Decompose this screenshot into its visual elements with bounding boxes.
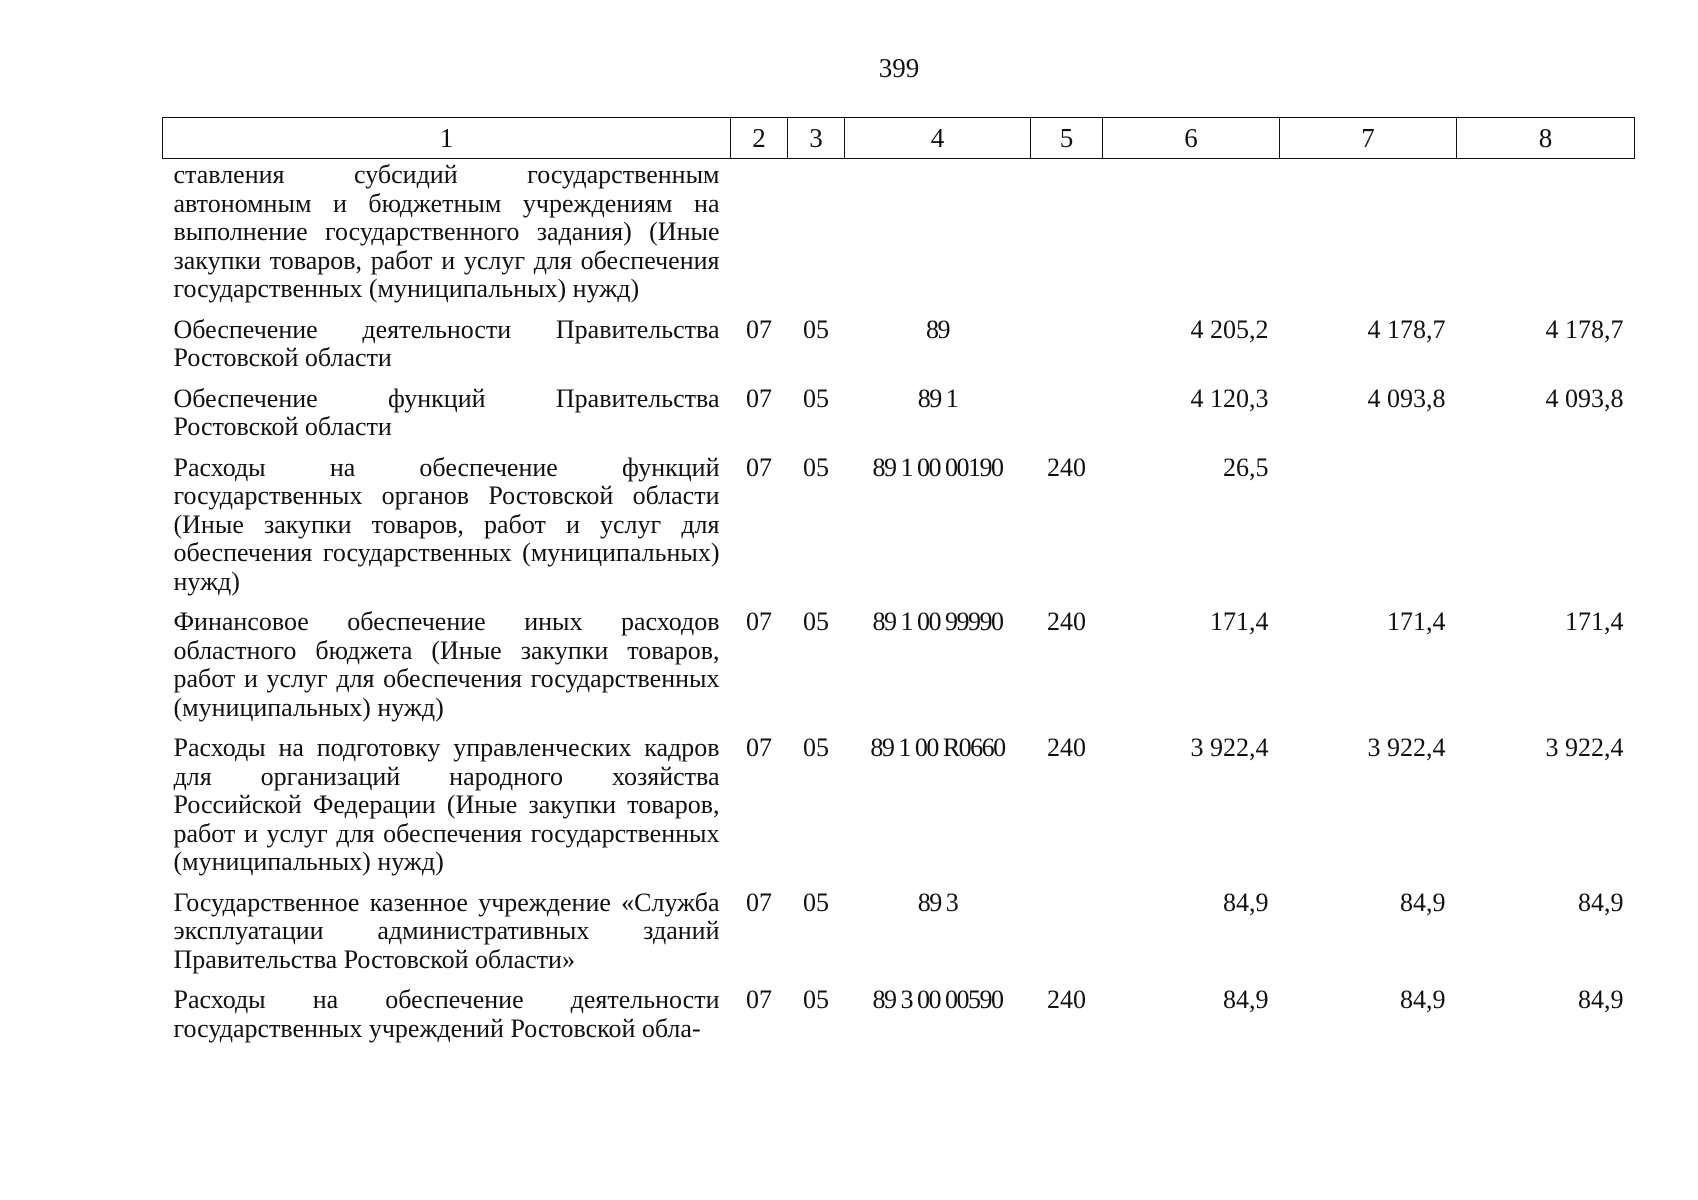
row-section-code: 07 [746, 383, 772, 413]
column-header-6: 6 [1103, 118, 1280, 159]
row-name: Финансовое обеспечение иных расходов областного бюджета (Иные закупки товаров, работ и услуг для обеспечения государственных (муниципальных) нужд) [173, 607, 720, 722]
row-section-code: 07 [746, 887, 772, 917]
row-name: Расходы на обеспечение функций государственных органов Ростовской области (Иные закупки товаров, работ и услуг для обеспечения государственных (муниципальных) нужд) [173, 452, 720, 596]
row-expense-type [1031, 316, 1103, 385]
page-number: 399 [878, 53, 920, 83]
row-expense-type: 240 [1047, 452, 1086, 482]
row-subsection-code [788, 159, 845, 316]
row-section-code: 07 [746, 452, 772, 482]
table-row [163, 454, 1635, 609]
column-header-8: 8 [1457, 118, 1635, 159]
row-value-col7: 3 922,4 [1367, 733, 1446, 762]
row-expense-type [1031, 159, 1103, 316]
row-expense-type: 240 [1047, 733, 1086, 762]
column-header-7: 7 [1280, 118, 1457, 159]
row-subsection-code: 05 [803, 607, 829, 636]
column-header-3: 3 [788, 118, 845, 159]
row-subsection-code: 05 [803, 733, 829, 762]
row-target-article: 89 1 00 99990 [872, 607, 1003, 636]
row-subsection-code: 05 [803, 985, 829, 1014]
row-value-col8: 84,9 [1578, 887, 1624, 917]
row-value-col7 [1280, 454, 1457, 609]
row-name: Расходы на обеспечение деятельности государственных учреждений Ростовской обла- [173, 985, 720, 1043]
budget-table [162, 117, 1635, 1055]
row-value-col6 [1103, 159, 1280, 316]
row-value-col6: 84,9 [1223, 887, 1269, 917]
row-value-col8 [1457, 159, 1635, 316]
row-expense-type [1031, 385, 1103, 454]
row-section-code: 07 [746, 733, 772, 762]
row-value-col7: 84,9 [1400, 887, 1446, 917]
row-subsection-code: 05 [803, 383, 829, 413]
column-header-1: 1 [163, 118, 731, 159]
row-name: ставления субсидий государственным автономным и бюджетным учреждениям на выполнение государственного задания) (Иные закупки товаров, работ и услуг для обеспечения государственных (муниципальных) нужд) [173, 160, 720, 303]
row-target-article: 89 [926, 314, 949, 344]
row-section-code: 07 [746, 607, 772, 636]
row-name: Обеспечение функций Правительства Ростовской области [173, 383, 720, 441]
table-row [163, 986, 1635, 1055]
column-header-4: 4 [845, 118, 1031, 159]
row-value-col6: 3 922,4 [1190, 733, 1269, 762]
row-value-col8 [1457, 454, 1635, 609]
row-name: Обеспечение деятельности Правительства Ростовской области [173, 314, 720, 372]
row-value-col8: 4 093,8 [1545, 383, 1624, 413]
row-value-col7: 84,9 [1400, 985, 1446, 1014]
row-name: Расходы на подготовку управленческих кадров для организаций народного хозяйства Российской Федерации (Иные закупки товаров, работ и услуг для обеспечения государственных (муниципальных) нужд) [173, 733, 720, 876]
row-target-article: 89 1 [917, 383, 958, 413]
row-value-col7: 4 178,7 [1367, 314, 1446, 344]
table-row [163, 159, 1635, 316]
row-target-article: 89 3 00 00590 [872, 985, 1003, 1014]
row-subsection-code: 05 [803, 887, 829, 917]
table-row [163, 734, 1635, 889]
row-subsection-code: 05 [803, 314, 829, 344]
row-subsection-code: 05 [803, 452, 829, 482]
header-row [163, 118, 1635, 159]
row-value-col6: 171,4 [1210, 607, 1269, 636]
row-value-col7 [1280, 159, 1457, 316]
row-section-code: 07 [746, 314, 772, 344]
table-row [163, 385, 1635, 454]
row-section-code: 07 [746, 985, 772, 1014]
row-name: Государственное казенное учреждение «Служба эксплуатации административных зданий Правительства Ростовской области» [173, 887, 720, 974]
row-section-code [731, 159, 788, 316]
column-header-5: 5 [1031, 118, 1103, 159]
row-expense-type [1031, 889, 1103, 987]
row-expense-type: 240 [1047, 607, 1086, 636]
row-value-col8: 3 922,4 [1545, 733, 1624, 762]
row-value-col8: 171,4 [1565, 607, 1624, 636]
row-value-col6: 26,5 [1223, 452, 1269, 482]
row-target-article: 89 3 [917, 887, 958, 917]
row-value-col8: 84,9 [1578, 985, 1624, 1014]
row-value-col6: 4 205,2 [1190, 314, 1269, 344]
row-target-article: 89 1 00 R0660 [870, 733, 1005, 762]
row-value-col7: 171,4 [1387, 607, 1446, 636]
column-header-2: 2 [731, 118, 788, 159]
row-value-col8: 4 178,7 [1545, 314, 1624, 344]
row-value-col6: 4 120,3 [1190, 383, 1269, 413]
table-row [163, 608, 1635, 734]
row-value-col7: 4 093,8 [1367, 383, 1446, 413]
row-expense-type: 240 [1047, 985, 1086, 1014]
row-target-article: 89 1 00 00190 [872, 452, 1003, 482]
table-row [163, 316, 1635, 385]
row-target-article [845, 159, 1031, 316]
row-value-col6: 84,9 [1223, 985, 1269, 1014]
table-row [163, 889, 1635, 987]
